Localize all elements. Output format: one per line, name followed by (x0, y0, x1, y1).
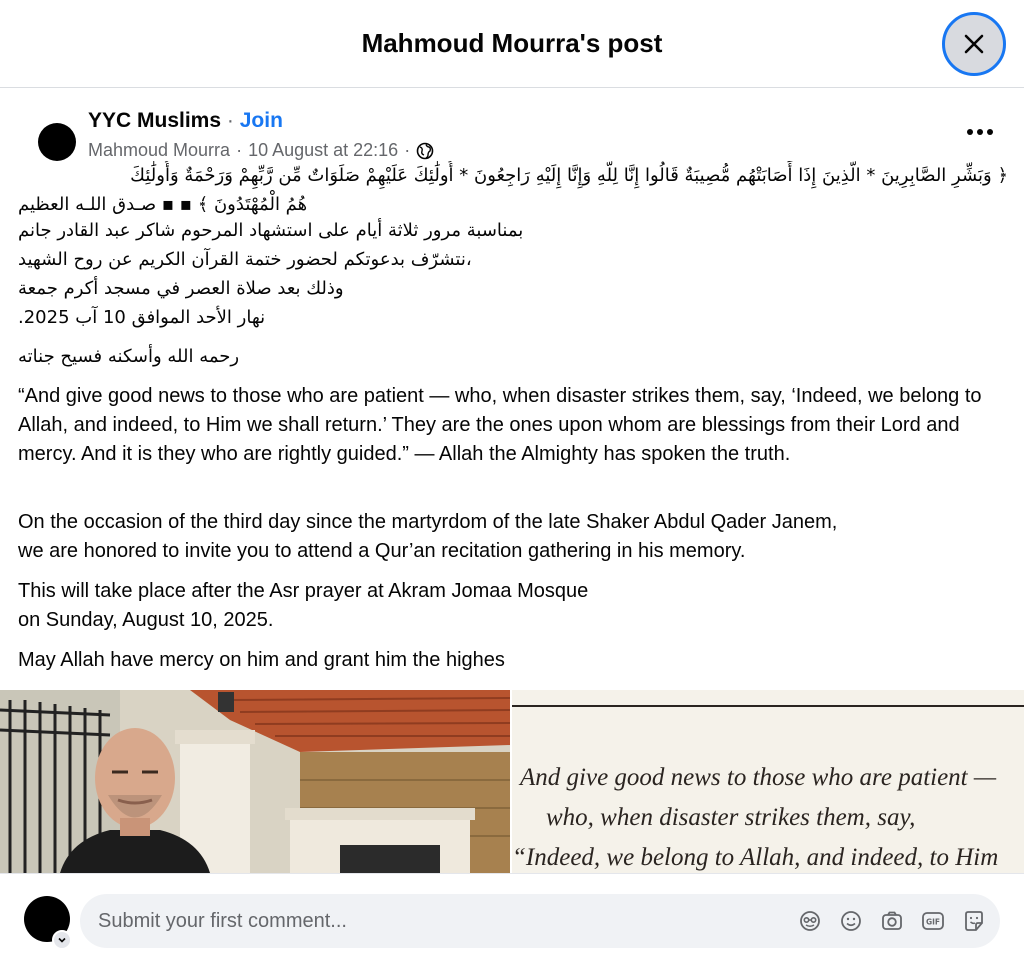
join-button[interactable]: Join (239, 109, 283, 132)
gif-icon (921, 909, 945, 933)
profile-switch-button[interactable] (52, 930, 72, 950)
arabic-line: ،نتشرّف بدعوتكم لحضور ختمة القرآن الكريم عن روح الشهيد (18, 249, 472, 270)
camera-icon (880, 909, 904, 933)
english-paragraph: On the occasion of the third day since the martyrdom of the late Shaker Abdul Qader Janem, we are honored to invite you to attend a Qur’an recitation gathering in his memory. (18, 511, 838, 562)
author-link[interactable]: Mahmoud Mourra (88, 140, 231, 160)
separator: · (236, 140, 243, 160)
photo-illustration (0, 690, 510, 873)
emoji-icon (839, 909, 863, 933)
separator: · (226, 109, 234, 132)
group-avatar[interactable] (38, 123, 76, 161)
svg-text:GIF: GIF (925, 917, 941, 927)
arabic-verse (18, 161, 1008, 219)
timestamp-link[interactable]: 10 August at 22:16 (248, 140, 399, 160)
post-card (0, 89, 1024, 873)
arabic-verse-line: ﴿ وَبَشِّرِ الصَّابِرِينَ * الَّذِينَ إِذَا أَصَابَتْهُم مُّصِيبَةٌ قَالُوا إِنَّا لِلَّهِ وَإِنَّا إِلَيْهِ رَاجِعُونَ * أُولَٰئِكَ عَلَيْهِمْ صَلَوَاتٌ مِّن رَّبِّهِمْ وَرَحْمَةٌ وَأُولَٰئِكَ (130, 165, 1008, 186)
modal-header (0, 0, 1024, 88)
chevron-down-icon (57, 935, 67, 945)
globe-icon[interactable] (416, 142, 434, 160)
emoji-button[interactable] (838, 908, 864, 934)
dot-icon (967, 129, 973, 135)
quote-line: who, when disaster strikes them, say, (546, 804, 916, 831)
modal-title: Mahmoud Mourra's post (361, 28, 663, 58)
more-options-button[interactable] (962, 119, 998, 145)
sticker-button[interactable] (961, 908, 987, 934)
english-paragraph: “And give good news to those who are patient — who, when disaster strikes them, say, ‘Indeed, we belong to Allah, and indeed, to Him we shall return.’ They are the ones upon whom are blessings from their Lord and mercy. And it is they who are rightly guided.” — Allah the Almighty has spoken the truth. (18, 385, 982, 465)
post-meta (88, 140, 434, 161)
divider (512, 705, 1024, 707)
group-name-link[interactable]: YYC Muslims (88, 109, 222, 132)
arabic-prayer: رحمه الله وأسكنه فسيح جناته (18, 346, 240, 367)
avatar-sticker-button[interactable] (797, 908, 823, 934)
comment-placeholder: Submit your first comment... (98, 909, 347, 932)
close-button[interactable] (942, 12, 1006, 76)
avatar-sticker-icon (798, 909, 822, 933)
post-image-photo[interactable] (0, 690, 510, 873)
post-image-quote[interactable] (512, 690, 1024, 873)
camera-button[interactable] (879, 908, 905, 934)
separator: · (404, 140, 411, 160)
arabic-line: بمناسبة مرور ثلاثة أيام على استشهاد المرحوم شاكر عبد القادر جانم (18, 220, 524, 241)
post-header-name (88, 109, 283, 133)
dot-icon (977, 129, 983, 135)
comment-bar (0, 873, 1024, 973)
arabic-line: وذلك بعد صلاة العصر في مسجد أكرم جمعة (18, 278, 344, 299)
gif-button[interactable] (920, 908, 946, 934)
arabic-verse-line: هُمُ الْمُهْتَدُونَ ﴾ ▪ ▪ صـدق اللـه العظيم (18, 194, 308, 215)
close-icon (962, 32, 986, 56)
quote-line: And give good news to those who are patient — (520, 764, 997, 791)
quote-line: “Indeed, we belong to Allah, and indeed, to Him (512, 844, 999, 871)
arabic-line: نهار الأحد الموافق 10 آب 2025. (18, 307, 266, 328)
english-paragraph: This will take place after the Asr prayer at Akram Jomaa Mosque on Sunday, August 10, 2025. (18, 580, 589, 631)
english-paragraph: May Allah have mercy on him and grant him the highes (18, 649, 505, 671)
dot-icon (987, 129, 993, 135)
sticker-icon (962, 909, 986, 933)
